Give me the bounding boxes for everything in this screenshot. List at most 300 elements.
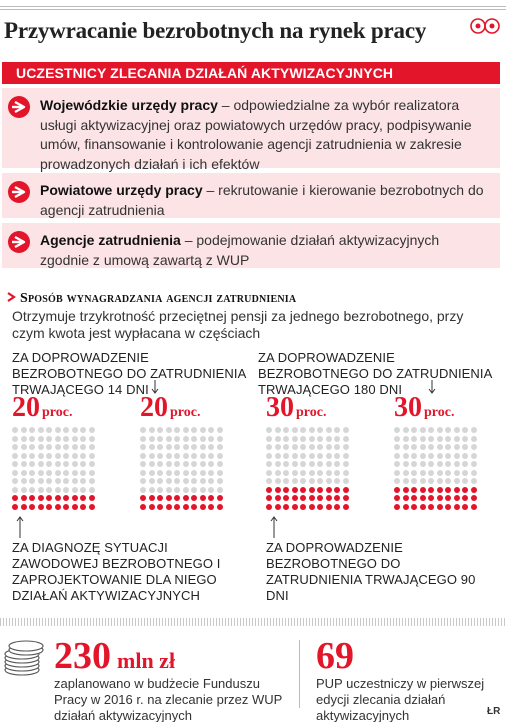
dot — [217, 504, 223, 510]
dot — [420, 444, 426, 450]
dot — [437, 453, 443, 459]
dot — [38, 461, 44, 467]
dot — [309, 504, 315, 510]
caption-90-days: ZA DOPROWADZENIE BEZROBOTNEGO DO ZATRUDNIENIA TRWAJĄCEGO 90 DNI — [266, 540, 476, 603]
dot — [403, 504, 409, 510]
dot — [292, 461, 298, 467]
stat-pup-count: 69 — [316, 635, 354, 677]
percent-value: 20 — [140, 392, 168, 423]
dot — [21, 444, 27, 450]
dot — [80, 478, 86, 484]
dot — [317, 427, 323, 433]
dot — [309, 461, 315, 467]
caption-180-days: ZA DOPROWADZENIE BEZROBOTNEGO DO ZATRUDNIENIA TRWAJĄCEGO 180 DNI — [258, 350, 492, 397]
dot — [300, 478, 306, 484]
dot — [275, 495, 281, 501]
dot — [462, 487, 468, 493]
dot — [46, 470, 52, 476]
dot — [309, 478, 315, 484]
dot — [266, 427, 272, 433]
dot — [343, 444, 349, 450]
dot — [21, 427, 27, 433]
dot — [437, 427, 443, 433]
dot — [72, 487, 78, 493]
dot — [403, 436, 409, 442]
dot — [462, 495, 468, 501]
dot — [275, 453, 281, 459]
dot — [420, 427, 426, 433]
dot — [343, 427, 349, 433]
section-title-text: Sposób wynagradzania agencji zatrudnienia — [20, 291, 297, 306]
dot — [471, 487, 477, 493]
dot — [334, 461, 340, 467]
dot — [12, 461, 18, 467]
dot — [343, 504, 349, 510]
dot — [471, 495, 477, 501]
dot — [191, 453, 197, 459]
dot — [63, 504, 69, 510]
dot — [283, 470, 289, 476]
dot — [334, 470, 340, 476]
dot — [157, 444, 163, 450]
dot — [89, 444, 95, 450]
dot — [208, 470, 214, 476]
dot — [411, 504, 417, 510]
dot — [140, 487, 146, 493]
dot — [29, 444, 35, 450]
dot — [183, 444, 189, 450]
dot — [46, 487, 52, 493]
dot — [283, 495, 289, 501]
dot — [174, 427, 180, 433]
dot — [420, 478, 426, 484]
dot — [411, 436, 417, 442]
dot — [428, 461, 434, 467]
dot — [275, 504, 281, 510]
dot — [471, 504, 477, 510]
dot — [403, 444, 409, 450]
dot — [292, 487, 298, 493]
dot — [471, 470, 477, 476]
dot — [326, 427, 332, 433]
dot — [394, 504, 400, 510]
dot — [72, 504, 78, 510]
dot — [275, 470, 281, 476]
dot — [317, 444, 323, 450]
dot — [63, 427, 69, 433]
dot — [343, 453, 349, 459]
dot — [454, 470, 460, 476]
card-title: Powiatowe urzędy pracy — [40, 182, 203, 198]
dot — [191, 427, 197, 433]
dot — [454, 427, 460, 433]
dot — [428, 436, 434, 442]
dot — [394, 495, 400, 501]
dot — [403, 453, 409, 459]
dot — [334, 495, 340, 501]
dot — [12, 504, 18, 510]
dot — [217, 453, 223, 459]
dot — [428, 504, 434, 510]
dot — [46, 453, 52, 459]
dot — [217, 427, 223, 433]
dot — [140, 453, 146, 459]
dot — [55, 427, 61, 433]
dot — [428, 453, 434, 459]
dot — [275, 478, 281, 484]
dot — [317, 470, 323, 476]
dot — [317, 461, 323, 467]
percent-unit: proc. — [42, 405, 73, 420]
section-description: Otrzymuje trzykrotność przeciętnej pensji za jednego bezrobotnego, przy czym kwota jest wypłacana w częściach — [12, 308, 464, 341]
stat-value: 230 — [54, 635, 111, 677]
dot — [403, 461, 409, 467]
dot — [292, 495, 298, 501]
percent-value: 30 — [266, 392, 294, 423]
dot — [445, 453, 451, 459]
dot — [403, 470, 409, 476]
dot — [343, 461, 349, 467]
dot — [191, 436, 197, 442]
dot — [55, 461, 61, 467]
dot — [334, 478, 340, 484]
dot — [21, 487, 27, 493]
dot — [149, 504, 155, 510]
dot — [454, 444, 460, 450]
dot — [80, 436, 86, 442]
dot — [149, 487, 155, 493]
dot — [208, 487, 214, 493]
dot — [174, 436, 180, 442]
dot — [462, 444, 468, 450]
dot — [471, 444, 477, 450]
dot — [411, 427, 417, 433]
dot — [394, 478, 400, 484]
dot — [157, 461, 163, 467]
dot — [46, 478, 52, 484]
dot — [29, 495, 35, 501]
dot — [140, 461, 146, 467]
dot — [174, 495, 180, 501]
dot — [317, 478, 323, 484]
dot — [200, 436, 206, 442]
card-description: – rekrutowanie i kierowanie bezrobotnych do agencji zatrudnienia — [40, 182, 484, 218]
dot — [157, 478, 163, 484]
participants-banner: UCZESTNICY ZLECANIA DZIAŁAŃ AKTYWIZACYJNYCH — [2, 62, 500, 84]
card-district-offices — [2, 173, 500, 218]
dot — [157, 470, 163, 476]
dot — [428, 470, 434, 476]
part-4-percent — [394, 392, 454, 424]
dot — [80, 504, 86, 510]
percent-unit: proc. — [296, 405, 327, 420]
top-rule — [0, 6, 506, 10]
dot — [266, 453, 272, 459]
dot — [183, 478, 189, 484]
dot — [411, 444, 417, 450]
dot — [309, 487, 315, 493]
dot — [183, 453, 189, 459]
dot — [38, 453, 44, 459]
dot — [394, 436, 400, 442]
dot — [200, 453, 206, 459]
dot — [334, 487, 340, 493]
dot — [174, 453, 180, 459]
dot — [454, 453, 460, 459]
dot — [191, 495, 197, 501]
dot — [217, 444, 223, 450]
dot — [55, 453, 61, 459]
dot — [208, 444, 214, 450]
dot-grid-part-4 — [394, 427, 479, 512]
dot — [12, 495, 18, 501]
dot — [63, 461, 69, 467]
dot — [174, 461, 180, 467]
dot — [38, 495, 44, 501]
dot — [149, 427, 155, 433]
dot — [292, 470, 298, 476]
dot — [403, 478, 409, 484]
dot — [445, 504, 451, 510]
dot — [208, 436, 214, 442]
dot — [72, 444, 78, 450]
dashed-divider — [0, 618, 506, 626]
dot — [317, 487, 323, 493]
dot — [292, 478, 298, 484]
dot — [292, 444, 298, 450]
dot — [38, 478, 44, 484]
dot — [454, 478, 460, 484]
dot — [38, 444, 44, 450]
dot — [445, 487, 451, 493]
dot — [217, 495, 223, 501]
dot — [38, 487, 44, 493]
dot — [208, 427, 214, 433]
dot — [12, 487, 18, 493]
dot — [89, 453, 95, 459]
dot — [208, 504, 214, 510]
dot — [471, 478, 477, 484]
dot — [140, 495, 146, 501]
dot — [55, 470, 61, 476]
dot — [266, 478, 272, 484]
dot — [174, 444, 180, 450]
dot — [317, 495, 323, 501]
dot — [326, 504, 332, 510]
dot — [29, 427, 35, 433]
dot — [292, 504, 298, 510]
card-description: – podejmowanie działań aktywizacyjnych zgodnie z umową zawartą z WUP — [40, 232, 440, 268]
dot — [343, 495, 349, 501]
dot — [309, 495, 315, 501]
dot — [217, 470, 223, 476]
author-credit: ŁR — [487, 706, 501, 717]
dot — [283, 504, 289, 510]
dot — [55, 444, 61, 450]
dot — [394, 453, 400, 459]
dot — [275, 487, 281, 493]
dot — [334, 436, 340, 442]
dot — [420, 436, 426, 442]
dot — [149, 461, 155, 467]
dot — [317, 453, 323, 459]
dot — [38, 470, 44, 476]
dot — [292, 427, 298, 433]
dot — [454, 495, 460, 501]
arrow-right-icon — [8, 181, 30, 203]
dot — [334, 453, 340, 459]
dot — [411, 461, 417, 467]
dot — [471, 461, 477, 467]
dot — [21, 478, 27, 484]
caption-diagnosis: ZA DIAGNOZĘ SYTUACJI ZAWODOWEJ BEZROBOTNEGO I ZAPROJEKTOWANIE DLA NIEGO DZIAŁAŃ AKTYWIZACYJNYCH — [12, 540, 221, 603]
dot — [208, 478, 214, 484]
percent-unit: proc. — [424, 405, 455, 420]
dot — [89, 427, 95, 433]
dot — [454, 487, 460, 493]
stat-pup-description: PUP uczestniczy w pierwszej edycji zlecania działań aktywizacyjnych — [316, 676, 485, 722]
dot — [166, 495, 172, 501]
dot — [326, 478, 332, 484]
dot — [300, 444, 306, 450]
dot — [217, 487, 223, 493]
dot — [183, 470, 189, 476]
dot — [309, 470, 315, 476]
dot — [411, 487, 417, 493]
dot — [471, 436, 477, 442]
dot — [183, 436, 189, 442]
dot — [394, 461, 400, 467]
dot — [140, 470, 146, 476]
dot — [166, 470, 172, 476]
dot — [200, 444, 206, 450]
dot — [317, 504, 323, 510]
coins-icon — [2, 640, 48, 676]
dot — [309, 453, 315, 459]
dot — [29, 436, 35, 442]
arrow-right-icon — [8, 96, 30, 118]
dot — [266, 470, 272, 476]
dot — [200, 461, 206, 467]
dot — [149, 478, 155, 484]
dot — [300, 487, 306, 493]
dot — [29, 478, 35, 484]
dot — [275, 461, 281, 467]
dot — [394, 427, 400, 433]
dot — [326, 487, 332, 493]
dot — [445, 427, 451, 433]
dot — [55, 495, 61, 501]
dot — [217, 461, 223, 467]
dot — [12, 478, 18, 484]
dot — [21, 504, 27, 510]
dot — [462, 504, 468, 510]
dot — [428, 444, 434, 450]
caption-14-days: ZA DOPROWADZENIE BEZROBOTNEGO DO ZATRUDNIENIA TRWAJĄCEGO 14 DNI — [12, 350, 246, 397]
dot — [166, 427, 172, 433]
dot — [454, 504, 460, 510]
dot — [72, 495, 78, 501]
dot — [29, 470, 35, 476]
dot — [292, 436, 298, 442]
dot — [266, 436, 272, 442]
dot — [89, 478, 95, 484]
dot — [38, 427, 44, 433]
dot — [437, 436, 443, 442]
dot — [326, 461, 332, 467]
dot-grid-part-2 — [140, 427, 225, 512]
dot — [191, 470, 197, 476]
part-2-percent — [140, 392, 200, 424]
dot — [166, 436, 172, 442]
dot — [149, 436, 155, 442]
dot — [149, 495, 155, 501]
dot — [29, 453, 35, 459]
dot — [283, 461, 289, 467]
dot — [266, 495, 272, 501]
dot — [300, 461, 306, 467]
dot — [12, 444, 18, 450]
dot — [420, 470, 426, 476]
dot — [89, 495, 95, 501]
dot — [300, 495, 306, 501]
dot — [174, 504, 180, 510]
percent-unit: proc. — [170, 405, 201, 420]
dot — [166, 461, 172, 467]
dot — [343, 470, 349, 476]
dot — [166, 444, 172, 450]
dot — [445, 444, 451, 450]
dot — [300, 470, 306, 476]
dot — [445, 461, 451, 467]
dot — [55, 478, 61, 484]
dot — [38, 504, 44, 510]
dot — [157, 453, 163, 459]
dot — [183, 427, 189, 433]
part-3-percent — [266, 392, 326, 424]
dot — [420, 495, 426, 501]
stat-budget-description: zaplanowano w budżecie Funduszu Pracy w 2016 r. na zlecanie przez WUP działań aktywizacyjnych — [54, 676, 283, 722]
dot — [420, 504, 426, 510]
dot — [63, 487, 69, 493]
dot — [38, 436, 44, 442]
stat-unit: mln zł — [117, 648, 176, 673]
dot — [191, 444, 197, 450]
dot — [462, 453, 468, 459]
dot — [300, 436, 306, 442]
dot — [21, 495, 27, 501]
dot — [63, 470, 69, 476]
dot — [394, 444, 400, 450]
dot — [46, 427, 52, 433]
dot — [300, 504, 306, 510]
dot — [183, 487, 189, 493]
dot — [411, 495, 417, 501]
dot — [80, 453, 86, 459]
dot — [343, 478, 349, 484]
card-voivodeship-offices — [2, 88, 500, 172]
dot — [326, 495, 332, 501]
dot — [174, 470, 180, 476]
dot — [266, 487, 272, 493]
publisher-logo-icon — [470, 18, 500, 34]
dot — [55, 504, 61, 510]
dot — [275, 427, 281, 433]
dot — [428, 487, 434, 493]
dot — [428, 427, 434, 433]
dot — [437, 495, 443, 501]
dot — [208, 461, 214, 467]
